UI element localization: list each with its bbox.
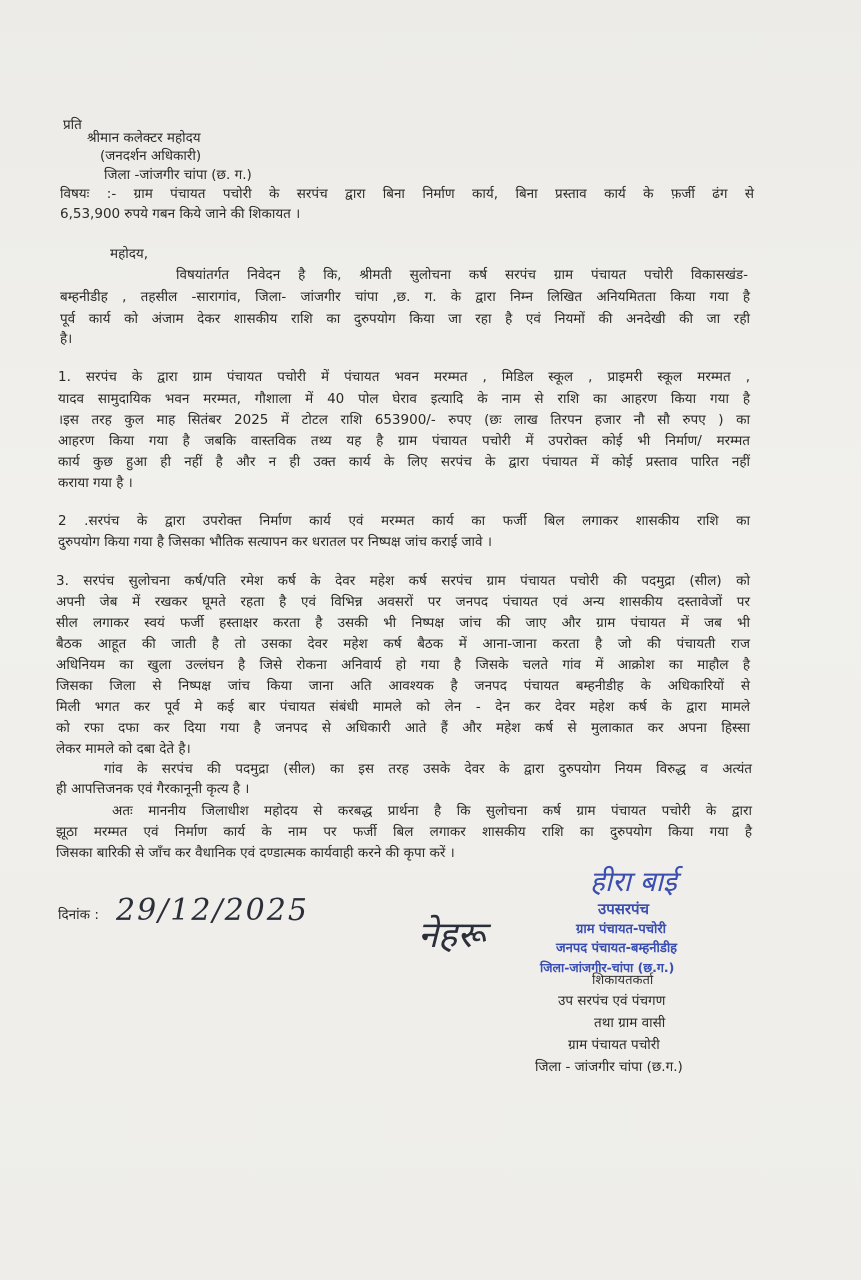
seal-line-3: जिला-जांजगीर-चांपा (छ.ग.) [540, 960, 675, 975]
point3-line-2: अपनी जेब में रखकर घूमते रहता है एवं विभिन्न अवसरों पर जनपद पंचायत एवं अन्य शासकीय दस्तावेजों पर [56, 594, 750, 610]
point3-line-4: बैठक आहूत की जाती है तो उसका देवर महेश कर्ष बैठक में आना-जाना करता है जो की पंचायती राज [56, 636, 750, 652]
signature-left: नेहरू [418, 915, 486, 956]
point2-line-2: दुरुपयोग किया गया है जिसका भौतिक सत्यापन कर धरातल पर निष्पक्ष जांच कराई जावे । [58, 534, 492, 550]
request-line-3: जिसका बारिकी से जाँच कर वैधानिक एवं दण्डात्मक कार्यवाही करने की कृपा करें । [56, 845, 455, 861]
point3-line-6: जिसका जिला से निष्पक्ष जांच किया जाना अति आवश्यक है जनपद पंचायत बम्हनीडीह के अधिकारियों से [56, 678, 750, 694]
seal-line-2: जनपद पंचायत-बम्हनीडीह [556, 941, 678, 956]
seal-para-line-2: ही आपत्तिजनक एवं गैरकानूनी कृत्य है । [56, 781, 250, 797]
point3-line-3: सील लगाकर स्वयं फर्जी हस्ताक्षर करता है उसकी भी निष्पक्ष जांच की जाए और ग्राम पंचायत में जब भी [56, 615, 750, 631]
address-line-2: (जनदर्शन अधिकारी) [100, 148, 202, 164]
subject-line-2: 6,53,900 रुपये गबन किये जाने की शिकायत । [60, 206, 301, 222]
complainant-line-2: तथा ग्राम वासी [594, 1015, 666, 1031]
point1-line-2: यादव सामुदायिक भवन मरम्मत, गौशाला में 40 पोल घेराव इत्यादि के नाम से राशि का आहरण किया गया है [58, 391, 750, 407]
date-value: 29/12/2025 [116, 893, 309, 928]
salutation: महोदय, [110, 246, 149, 262]
point3-line-9: लेकर मामले को दबा देते है। [56, 741, 191, 757]
point1-line-4: आहरण किया गया है जबकि वास्तविक तथ्य यह है ग्राम पंचायत पचोरी में उपरोक्त कोई भी निर्माण/ मरम्मत [58, 433, 750, 449]
point3-line-7: मिली भगत कर पूर्व मे कई बार पंचायत संबंधी मामले को लेन - देन कर देवर महेश कर्ष के द्वारा मामले [56, 699, 750, 715]
point1-line-5: कार्य कुछ हुआ ही नहीं है और न ही उक्त कार्य के लिए सरपंच के द्वारा पंचायत में कोई प्रस्ताव पारित नहीं [58, 454, 750, 470]
intro-line-4: है। [60, 331, 73, 347]
subject-line-1: विषयः :- ग्राम पंचायत पचोरी के सरपंच द्वारा बिना निर्माण कार्य, बिना प्रस्ताव कार्य के फ़र्जी ढंग से [60, 186, 754, 202]
address-line-1: श्रीमान कलेक्टर महोदय [87, 130, 201, 146]
address-prati: प्रति [63, 117, 82, 133]
point1-line-3: ।इस तरह कुल माह सितंबर 2025 में टोटल राशि 653900/- रुपए (छः लाख तिरपन हजार नौ सौ रुपए ) का [58, 412, 750, 428]
seal-para-line-1: गांव के सरपंच की पदमुद्रा (सील) का इस तरह उसके देवर के द्वारा दुरुपयोग नियम विरुद्ध व अत्यंत [104, 761, 752, 777]
complainant-line-1: उप सरपंच एवं पंचगण [558, 993, 666, 1009]
complainant-line-3: ग्राम पंचायत पचोरी [568, 1037, 660, 1053]
intro-line-2: बम्हनीडीह , तहसील -सारागांव, जिला- जांजगीर चांपा ,छ. ग. के द्वारा निम्न लिखित अनियमितता किया गया है [60, 289, 750, 305]
seal-line-1: ग्राम पंचायत-पचोरी [576, 922, 667, 937]
request-line-1: अतः माननीय जिलाधीश महोदय से करबद्ध प्रार्थना है कि सुलोचना कर्ष ग्राम पंचायत पचोरी के द्वारा [112, 803, 752, 819]
point3-line-8: को रफा दफा कर दिया गया है जनपद से अधिकारी आते हैं और महेश कर्ष से मुलाकात कर अपना हिस्सा [56, 720, 750, 736]
point1-line-1: 1. सरपंच के द्वारा ग्राम पंचायत पचोरी में पंचायत भवन मरम्मत , मिडिल स्कूल , प्राइमरी स्कूल मरम्मत , [58, 369, 750, 385]
seal-title: उपसरपंच [598, 900, 650, 918]
address-line-3: जिला -जांजगीर चांपा (छ. ग.) [104, 167, 252, 183]
date-label: दिनांक : [58, 907, 99, 923]
point3-line-1: 3. सरपंच सुलोचना कर्ष/पति रमेश कर्ष के देवर महेश कर्ष सरपंच ग्राम पंचायत पचोरी की पदमुद्रा (सील) को [56, 573, 750, 589]
complainant-line-4: जिला - जांजगीर चांपा (छ.ग.) [535, 1059, 683, 1075]
seal-signature: हीरा बाई [590, 865, 677, 898]
intro-line-1: विषयांतर्गत निवेदन है कि, श्रीमती सुलोचना कर्ष सरपंच ग्राम पंचायत पचोरी विकासखंड- [176, 267, 748, 283]
request-line-2: झूठा मरम्मत एवं निर्माण कार्य के नाम पर फर्जी बिल लगाकर शासकीय राशि का दुरुपयोग किया गया है [56, 824, 752, 840]
point2-line-1: 2 .सरपंच के द्वारा उपरोक्त निर्माण कार्य एवं मरम्मत कार्य का फर्जी बिल लगाकर शासकीय राशि का [58, 513, 750, 529]
point1-line-6: कराया गया है । [58, 475, 133, 491]
point3-line-5: अधिनियम का खुला उल्लंघन है जिसे रोकना अनिवार्य हो गया है जिसके चलते गांव में आक्रोश का माहौल है [56, 657, 750, 673]
complainant-label: शिकायतकर्ता [592, 973, 654, 988]
intro-line-3: पूर्व कार्य को अंजाम देकर शासकीय राशि का दुरुपयोग किया जा रहा है एवं नियमों की अनदेखी की जा रही [60, 311, 750, 327]
